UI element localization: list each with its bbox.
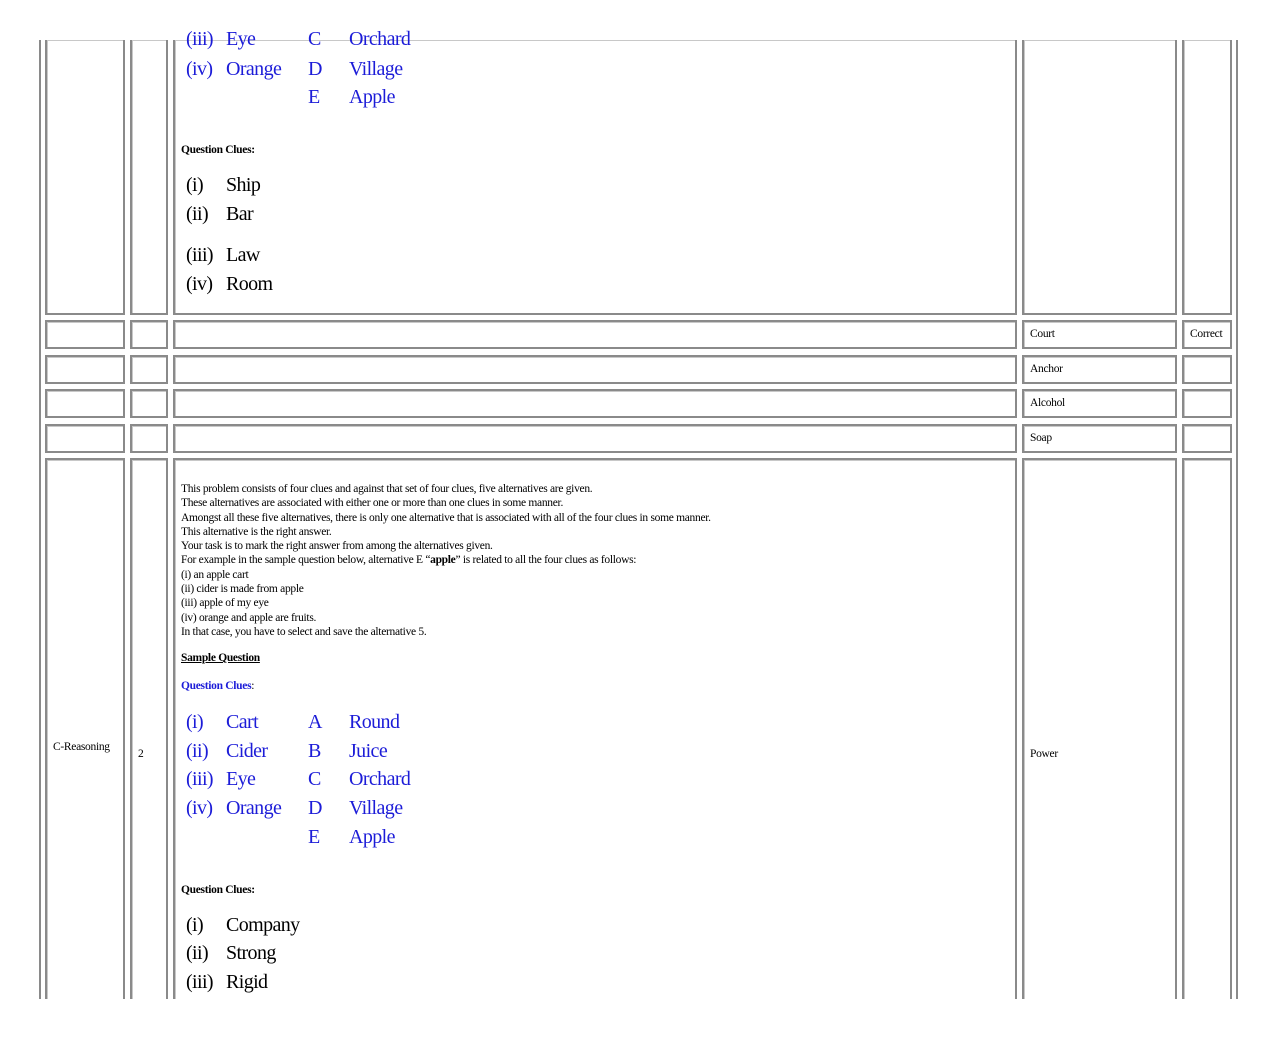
question-cell xyxy=(173,458,1017,999)
clue-number: (iii) xyxy=(186,971,213,993)
clue-number: (i) xyxy=(186,914,204,936)
answer-row-section-cell xyxy=(45,389,125,418)
option-alternative: Apple xyxy=(349,826,395,848)
option-clue: Cart xyxy=(226,711,259,733)
option-letter: C xyxy=(308,28,321,50)
option-number: (iii) xyxy=(186,28,213,50)
top-section-cell xyxy=(45,40,125,315)
answer-status-cell xyxy=(1182,424,1232,453)
question-number-cell xyxy=(130,458,168,999)
answer-option-text: Court xyxy=(1030,328,1055,340)
option-letter: E xyxy=(308,86,320,108)
instruction-line: These alternatives are associated with either one or more than one clues in some manner. xyxy=(181,497,564,510)
option-clue: Eye xyxy=(226,768,256,790)
option-alternative: Village xyxy=(349,797,403,819)
question-clues-heading: Question Clues: xyxy=(181,884,255,896)
clue-text: Law xyxy=(226,244,260,266)
answer-status-cell xyxy=(1182,355,1232,384)
option-letter: A xyxy=(308,711,322,733)
answer-row-section-cell xyxy=(45,355,125,384)
example-line: (iv) orange and apple are fruits. xyxy=(181,611,317,624)
section-label: C-Reasoning xyxy=(53,741,110,753)
question-clues-heading: Question Clues: xyxy=(181,144,255,156)
answer-status-cell xyxy=(1182,389,1232,418)
example-line: (ii) cider is made from apple xyxy=(181,583,304,596)
answer-option-text: Alcohol xyxy=(1030,397,1065,409)
instruction-line: This alternative is the right answer. xyxy=(181,525,332,538)
clue-number: (i) xyxy=(186,174,204,196)
instruction-line: Amongst all these five alternatives, there is only one alternative that is associated with all of the four clues in some manner. xyxy=(181,511,711,524)
answer-option-text: Anchor xyxy=(1030,363,1063,375)
example-line: For example in the sample question below, alternative E “apple” is related to all the four clues as follows: xyxy=(181,554,637,567)
sample-clues-heading: Question Clues: xyxy=(181,680,255,692)
answer-option-cell xyxy=(1022,389,1177,418)
top-number-cell xyxy=(130,40,168,315)
answer-status-text: Correct xyxy=(1190,328,1223,340)
option-alternative: Orchard xyxy=(349,768,411,790)
top-question-cell xyxy=(173,28,1017,315)
section-cell xyxy=(45,458,125,999)
example-line: In that case, you have to select and save the alternative 5. xyxy=(181,625,427,638)
option-alternative: Round xyxy=(349,711,400,733)
clue-number: (iv) xyxy=(186,273,213,295)
answer-row-number-cell xyxy=(130,389,168,418)
instruction-line: Your task is to mark the right answer from among the alternatives given. xyxy=(181,540,493,553)
option-clue: Eye xyxy=(226,28,256,50)
example-line: (i) an apple cart xyxy=(181,568,249,581)
clue-number: (ii) xyxy=(186,203,209,225)
option-letter: D xyxy=(308,797,322,819)
clue-text: Room xyxy=(226,273,273,295)
instructions xyxy=(181,482,711,639)
clue-text: Ship xyxy=(226,174,261,196)
answer-cell xyxy=(1022,458,1177,999)
option-number: (i) xyxy=(186,711,204,733)
option-clue: Orange xyxy=(226,797,282,819)
option-alternative: Village xyxy=(349,58,403,80)
answer-row-question-cell xyxy=(173,320,1017,349)
answer-row-number-cell xyxy=(130,320,168,349)
clue-text: Rigid xyxy=(226,971,268,993)
answer-row-question-cell xyxy=(173,355,1017,384)
answer-row-question-cell xyxy=(173,424,1017,453)
option-alternative: Apple xyxy=(349,86,395,108)
option-letter: B xyxy=(308,740,321,762)
clue-number: (iii) xyxy=(186,244,213,266)
option-clue: Cider xyxy=(226,740,268,762)
question-number: 2 xyxy=(138,748,144,760)
option-alternative: Orchard xyxy=(349,28,411,50)
answer-option-cell xyxy=(1022,355,1177,384)
answer-status-cell xyxy=(1182,320,1232,349)
clue-text: Bar xyxy=(226,203,254,225)
sample-question-heading: Sample Question xyxy=(181,652,260,664)
status-cell xyxy=(1182,458,1232,999)
answer-option-cell xyxy=(1022,424,1177,453)
option-number: (iv) xyxy=(186,797,213,819)
answer-text: Power xyxy=(1030,748,1058,760)
table-border-left xyxy=(39,40,41,999)
clue-text: Strong xyxy=(226,942,276,964)
answer-option-text: Soap xyxy=(1030,432,1052,444)
option-number: (ii) xyxy=(186,740,209,762)
option-letter: E xyxy=(308,826,320,848)
option-clue: Orange xyxy=(226,58,282,80)
example-line: (iii) apple of my eye xyxy=(181,597,269,610)
clue-number: (ii) xyxy=(186,942,209,964)
top-status-cell xyxy=(1182,40,1232,315)
option-number: (iii) xyxy=(186,768,213,790)
option-letter: C xyxy=(308,768,321,790)
option-number: (iv) xyxy=(186,58,213,80)
answer-option-cell xyxy=(1022,320,1177,349)
answer-row-question-cell xyxy=(173,389,1017,418)
top-answer-cell xyxy=(1022,40,1177,315)
option-letter: D xyxy=(308,58,322,80)
option-alternative: Juice xyxy=(349,740,388,762)
answer-row-section-cell xyxy=(45,320,125,349)
instruction-line: This problem consists of four clues and against that set of four clues, five alternatives are given. xyxy=(181,483,593,495)
answer-row-number-cell xyxy=(130,355,168,384)
answer-row-number-cell xyxy=(130,424,168,453)
table-border-right xyxy=(1236,40,1238,999)
example-keyword: apple xyxy=(430,554,456,567)
answer-row-section-cell xyxy=(45,424,125,453)
clue-text: Company xyxy=(226,914,300,936)
